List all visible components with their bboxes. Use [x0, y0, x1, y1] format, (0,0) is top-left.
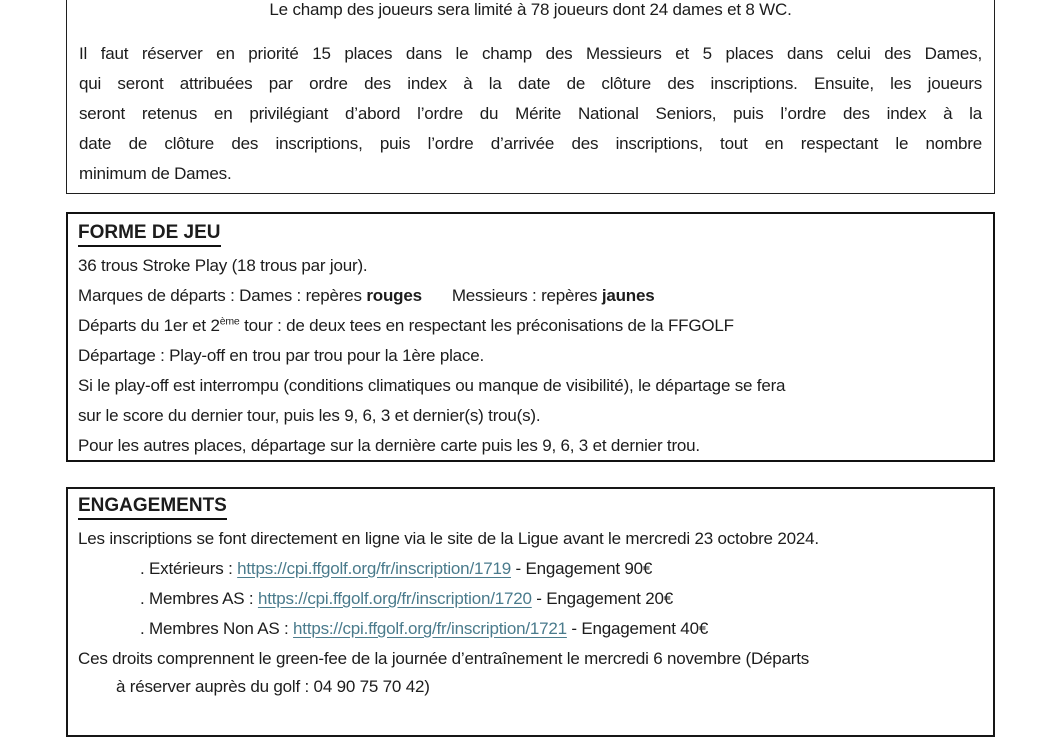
reperes-rouges-text: rouges	[366, 286, 422, 305]
paragraph-line: qui seront attribuées par ordre des index à la date de clôture des inscriptions. Ensuite, les joueurs	[79, 74, 982, 93]
bullet-exterieurs	[78, 554, 983, 584]
engagements-heading: ENGAGEMENTS	[78, 495, 227, 520]
engagements-body	[78, 524, 983, 702]
paragraph-line: Il faut réserver en priorité 15 places dans le champ des Messieurs et 5 places dans celui des Dames,	[79, 44, 982, 63]
autres-places-line: Pour les autres places, départage sur la dernière carte puis les 9, 6, 3 et dernier trou.	[78, 436, 700, 455]
paragraph-line: seront retenus en privilégiant d’abord l’ordre du Mérite National Seniors, puis l’ordre des index à la	[79, 104, 982, 123]
priority-places-paragraph	[79, 39, 982, 189]
stroke-play-line: 36 trous Stroke Play (18 trous par jour).	[78, 256, 368, 275]
departs-tour-line	[78, 311, 983, 341]
bullet-prefix: . Membres Non AS :	[140, 619, 294, 638]
messieurs-text: Messieurs : repères	[451, 286, 602, 305]
paragraph-line: date de clôture des inscriptions, puis l’ordre d’arrivée des inscriptions, tout en respectant le nombre	[79, 134, 982, 153]
forme-de-jeu-section	[66, 212, 995, 462]
inscription-link-membres-non-as[interactable]: https://cpi.ffgolf.org/fr/inscription/1721	[293, 619, 567, 638]
marques-departs-line	[78, 281, 983, 311]
bullet-suffix: - Engagement 40€	[566, 619, 709, 638]
paragraph-line: minimum de Dames.	[79, 164, 232, 183]
forme-de-jeu-body	[78, 251, 983, 461]
inscriptions-intro-line: Les inscriptions se font directement en ligne via le site de la Ligue avant le mercredi 23 octobre 2024.	[78, 529, 819, 548]
bullet-prefix: . Extérieurs :	[140, 559, 238, 578]
bullet-suffix: - Engagement 90€	[510, 559, 653, 578]
bullet-membres-as	[78, 584, 983, 614]
departs-text: Départs du 1er et 2	[78, 316, 220, 335]
playoff-line-suite: sur le score du dernier tour, puis les 9, 6, 3 et dernier(s) trou(s).	[78, 406, 541, 425]
clipped-bottom-line: à réserver auprès du golf : 04 90 75 70 42)	[116, 677, 430, 696]
droits-line: Ces droits comprennent le green-fee de la journée d’entraînement le mercredi 6 novembre (Départs	[78, 649, 810, 668]
engagements-section	[66, 487, 995, 737]
departage-line: Départage : Play-off en trou par trou pour la 1ère place.	[78, 346, 484, 365]
ordinal-superscript: ème	[219, 315, 240, 328]
inscription-link-exterieurs[interactable]: https://cpi.ffgolf.org/fr/inscription/1719	[237, 559, 511, 578]
departs-text-suite: tour : de deux tees en respectant les préconisations de la FFGOLF	[239, 316, 734, 335]
forme-de-jeu-heading: FORME DE JEU	[78, 222, 221, 247]
marques-text: Marques de départs : Dames : repères	[78, 286, 367, 305]
field-limit-box	[66, 0, 995, 194]
bullet-membres-non-as	[78, 614, 983, 644]
playoff-line: Si le play-off est interrompu (conditions climatiques ou manque de visibilité), le départage se fera	[78, 376, 786, 395]
reperes-jaunes-text: jaunes	[601, 286, 655, 305]
bullet-prefix: . Membres AS :	[140, 589, 258, 608]
inscription-link-membres-as[interactable]: https://cpi.ffgolf.org/fr/inscription/1720	[257, 589, 532, 608]
bullet-suffix: - Engagement 20€	[531, 589, 673, 608]
player-field-limit-text: Le champ des joueurs sera limité à 78 joueurs dont 24 dames et 8 WC.	[269, 0, 792, 19]
